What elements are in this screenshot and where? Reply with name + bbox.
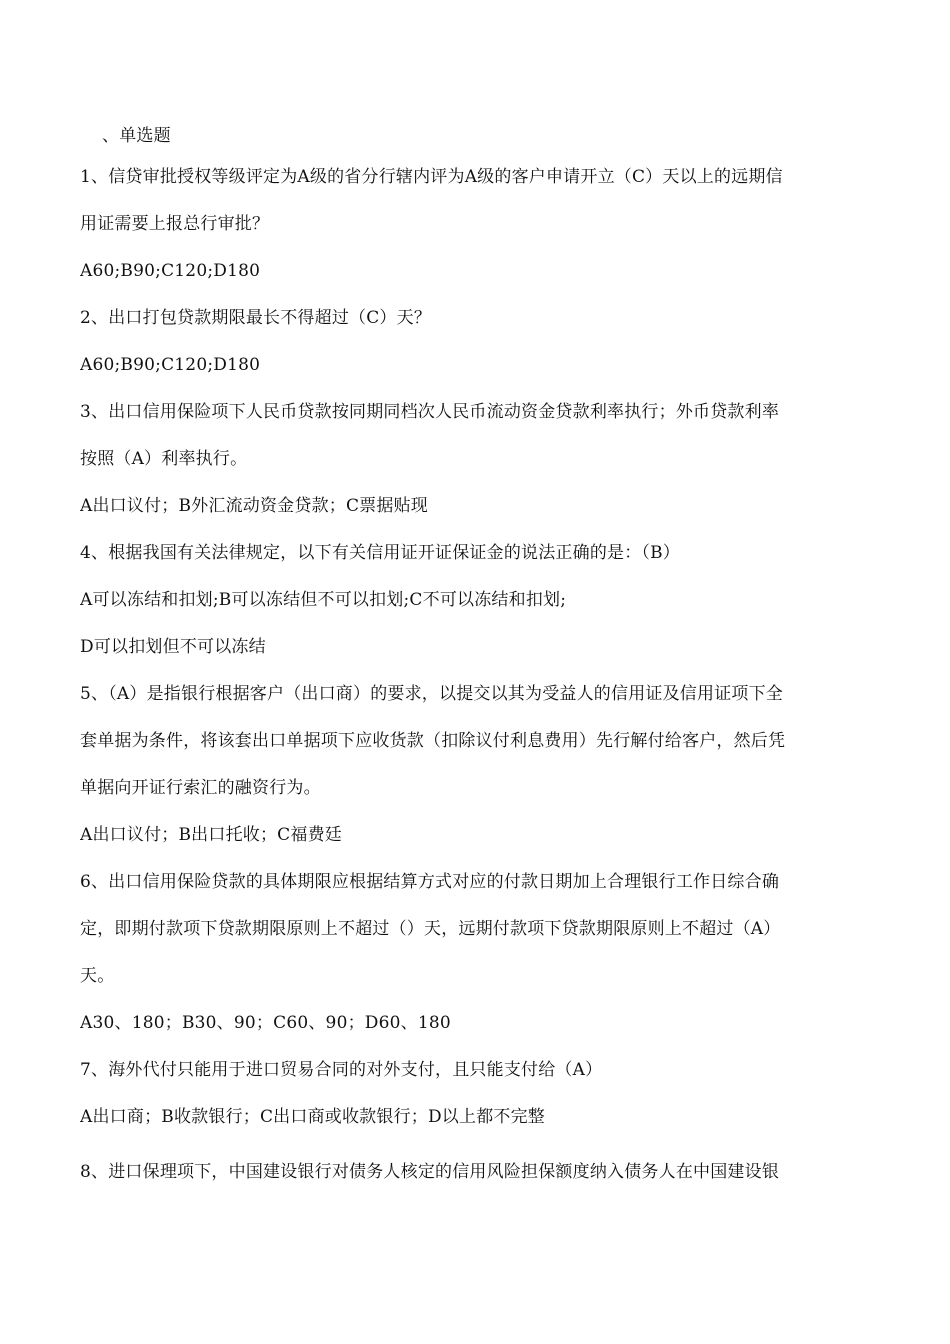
q5-line-3: 单据向开证行索汇的融资行为。 xyxy=(80,778,321,798)
q4-options-2: D可以扣划但不可以冻结 xyxy=(80,637,266,657)
q8-line-1: 8、进口保理项下，中国建设银行对债务人核定的信用风险担保额度纳入债务人在中国建设银 xyxy=(80,1162,780,1182)
q5-options: A出口议付；B出口托收；C福费廷 xyxy=(80,825,342,845)
q3-options: A出口议付；B外汇流动资金贷款；C票据贴现 xyxy=(80,496,428,516)
q2-line-1: 2、出口打包贷款期限最长不得超过（C）天？ xyxy=(80,308,432,328)
q5-line-1: 5、（A）是指银行根据客户（出口商）的要求，以提交以其为受益人的信用证及信用证项下全 xyxy=(80,684,783,704)
q1-options: A60;B90;C120;D180 xyxy=(80,261,261,281)
q3-line-1: 3、出口信用保险项下人民币贷款按同期同档次人民币流动资金贷款利率执行；外币贷款利率 xyxy=(80,402,780,422)
q7-line-1: 7、海外代付只能用于进口贸易合同的对外支付，且只能支付给（A） xyxy=(80,1060,603,1080)
q1-line-2: 用证需要上报总行审批？ xyxy=(80,214,270,234)
q6-options: A30、180；B30、90；C60、90；D60、180 xyxy=(80,1013,451,1033)
q4-line-1: 4、根据我国有关法律规定，以下有关信用证开证保证金的说法正确的是：（B） xyxy=(80,543,681,563)
q1-line-1: 1、信贷审批授权等级评定为A级的省分行辖内评为A级的客户申请开立（C）天以上的远期信 xyxy=(80,167,783,187)
q6-line-2: 定，即期付款项下贷款期限原则上不超过（）天，远期付款项下贷款期限原则上不超过（A） xyxy=(80,919,781,939)
section-heading: 、单选题 xyxy=(102,126,171,146)
q6-line-3: 天。 xyxy=(80,966,115,986)
q6-line-1: 6、出口信用保险贷款的具体期限应根据结算方式对应的付款日期加上合理银行工作日综合确 xyxy=(80,872,780,892)
q2-options: A60;B90;C120;D180 xyxy=(80,355,261,375)
q4-options-1: A可以冻结和扣划;B可以冻结但不可以扣划;C不可以冻结和扣划; xyxy=(80,590,567,610)
q5-line-2: 套单据为条件，将该套出口单据项下应收货款（扣除议付利息费用）先行解付给客户，然后凭 xyxy=(80,731,786,751)
q3-line-2: 按照（A）利率执行。 xyxy=(80,449,248,469)
q7-options: A出口商；B收款银行；C出口商或收款银行；D以上都不完整 xyxy=(80,1107,546,1127)
